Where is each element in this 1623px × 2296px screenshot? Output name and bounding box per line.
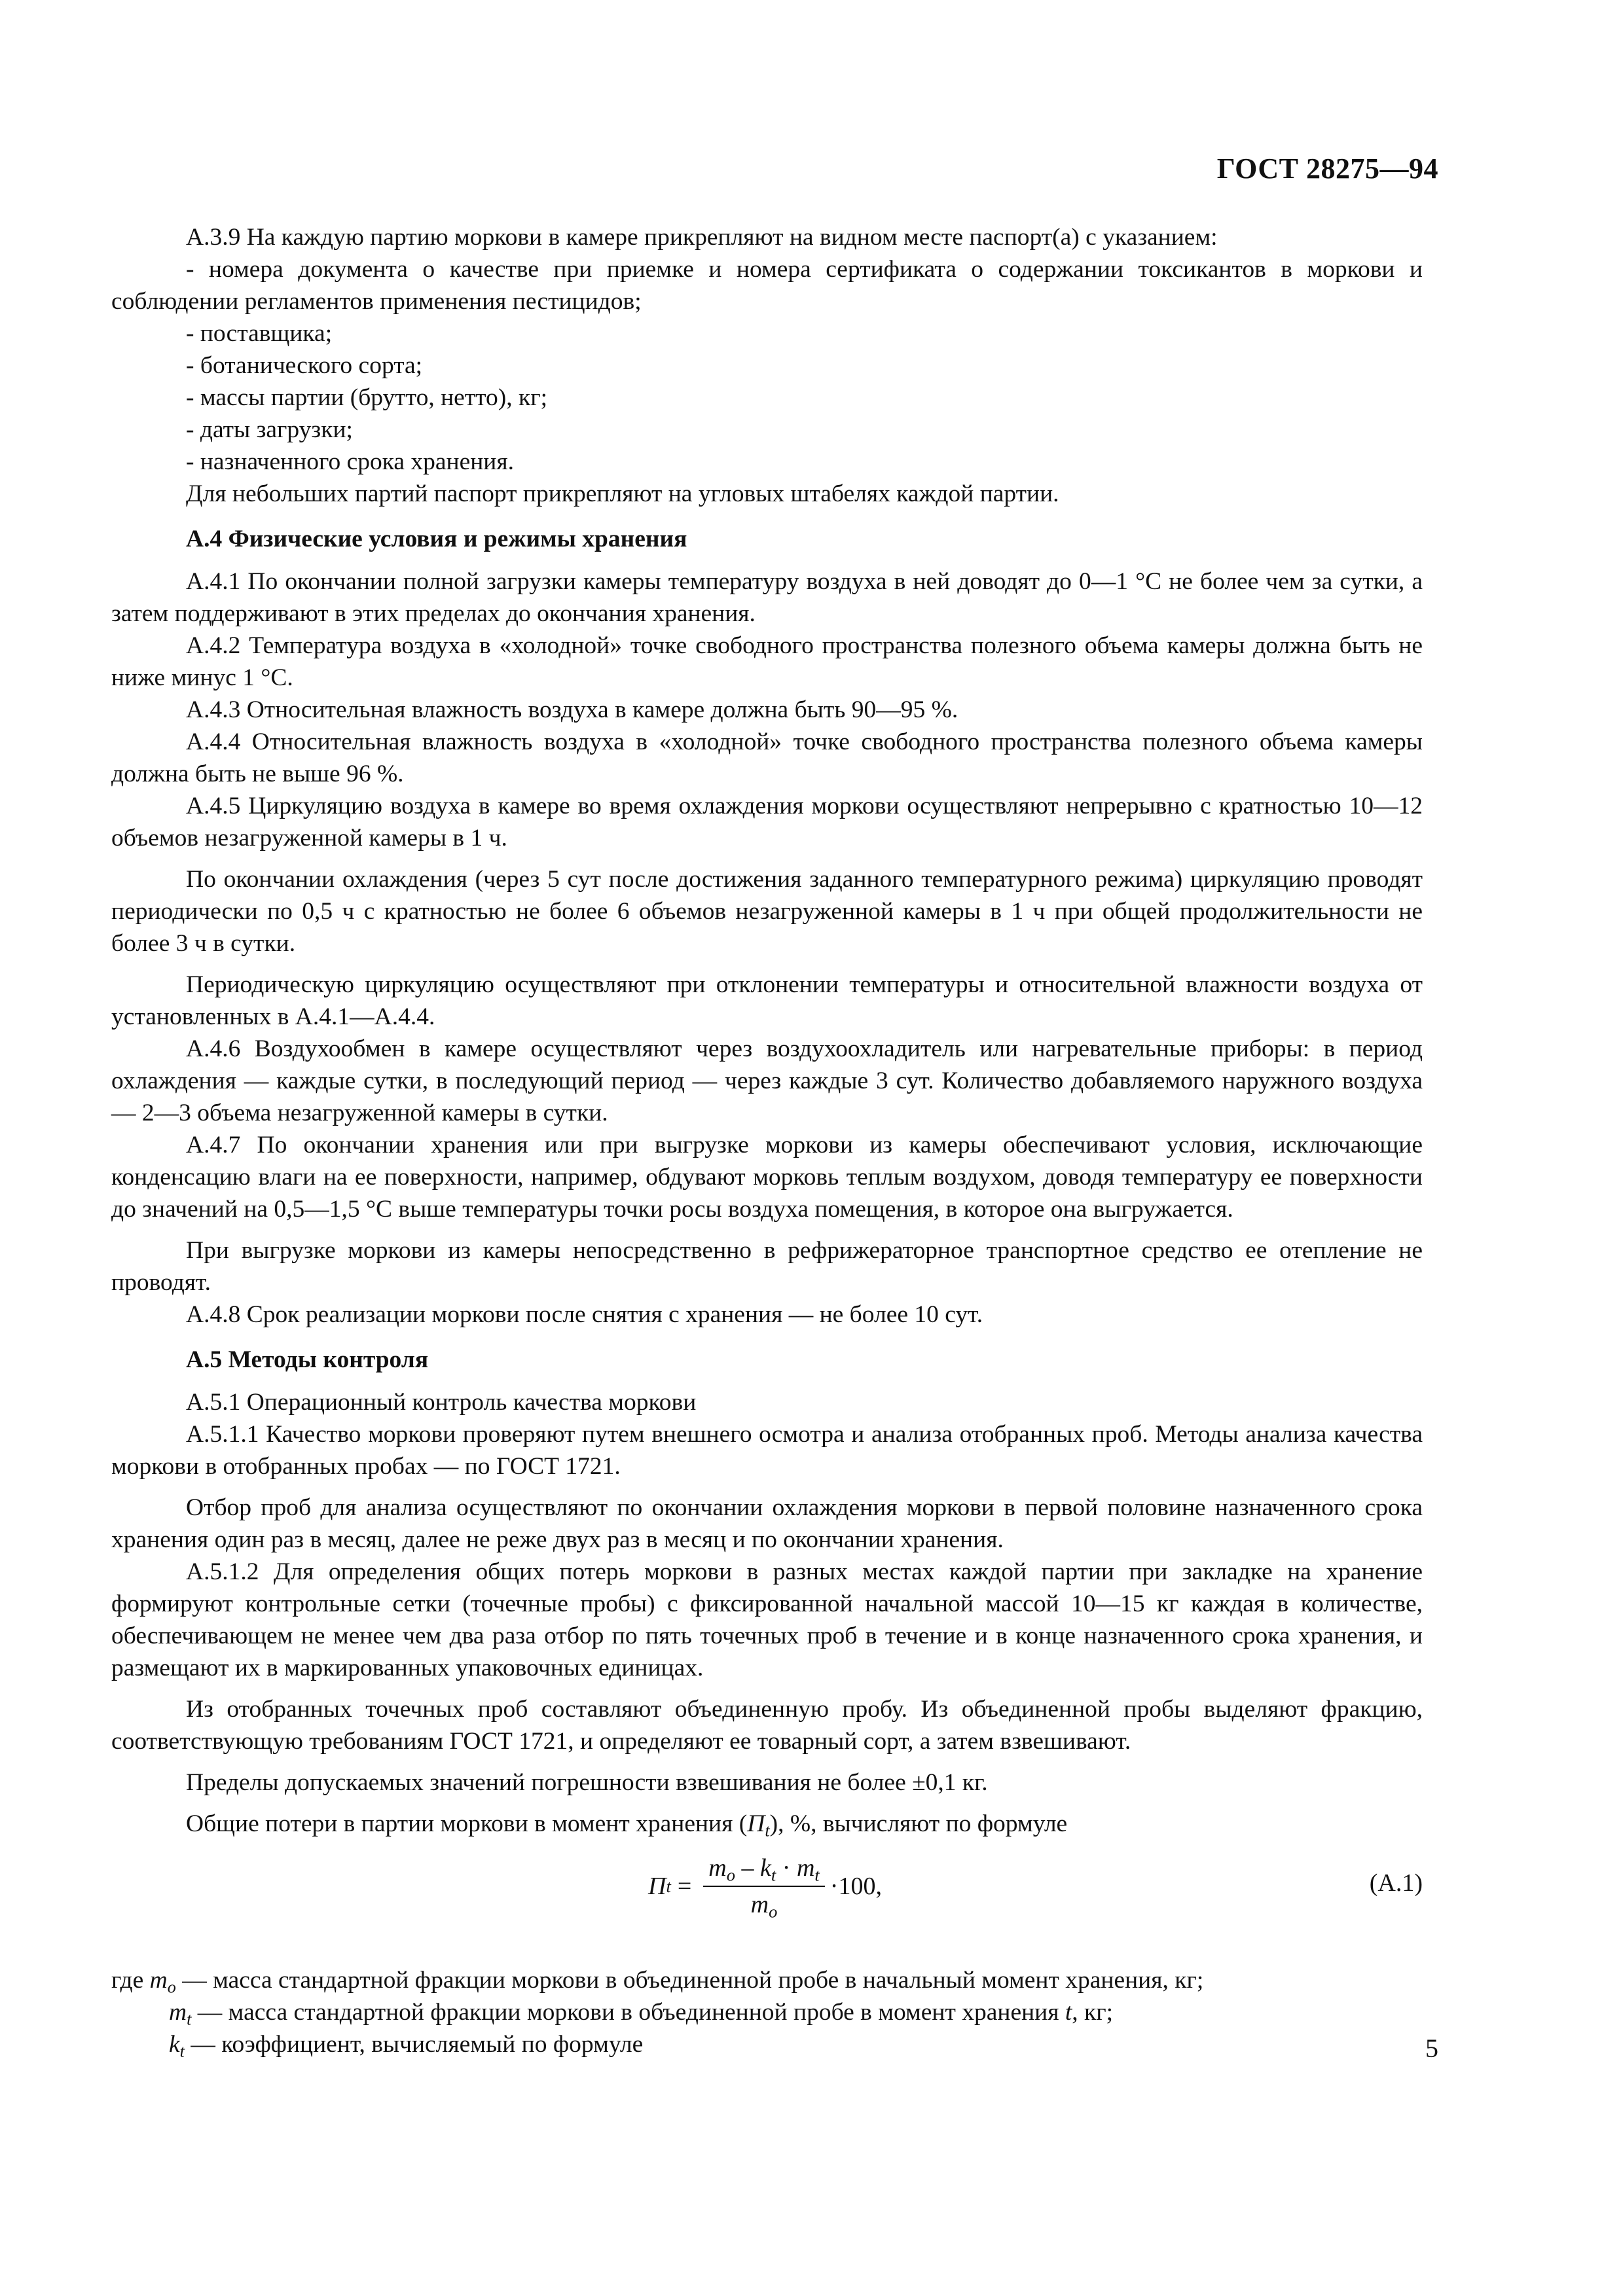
formula-a1 [111,1849,1423,1954]
paragraph-a47: А.4.7 По окончании хранения или при выгрузке моркови из камеры обеспечивают условия, исключающие конденсацию влаги на ее поверхности, например, обдувают морковь теплым воздухом, доводя температуру ее поверхности до значений на 0,5—1,5 °С выше температуры точки росы воздуха помещения, в которое она выгружается. [111,1132,1423,1223]
paragraph-losses-intro: Общие потери в партии моркови в момент хранения $(П_t)$, %, вычисляют по формуле [186,1810,1068,1840]
paragraph-a512: А.5.1.2 Для определения общих потерь моркови в разных местах каждой партии при закладке на хранение формируют контрольные сетки (точечные пробы) с фиксированной начальной массой 10—15 кг каждая в количестве, обеспечивающем не менее чем два раза отбор по пять точечных проб в течение и в конце назначенного срока хранения, и размещают их в маркированных упаковочных единицах. [111,1558,1423,1681]
paragraph-a39: А.3.9 На каждую партию моркови в камере прикрепляют на видном месте паспорт(а) с указанием: [186,224,1218,251]
section-heading-a5: А.5 Методы контроля [186,1346,429,1373]
paragraph-a45-cooling-end: По окончании охлаждения (через 5 сут после достижения заданного температурного режима) циркуляцию проводят периодически по 0,5 ч с кратностью не более 6 объемов незагруженной камеры в 1 ч при общей продолжительности не более 3 ч в сутки. [111,866,1423,957]
formula-number: (А.1) [1369,1869,1423,1897]
definition-kt: $k_t$ — коэффициент, вычисляемый по формуле [169,2031,644,2061]
paragraph-a511: А.5.1.1 Качество моркови проверяют путем внешнего осмотра и анализа отобранных проб. Методы анализа качества моркови в отобранных пробах — по ГОСТ 1721. [111,1421,1423,1480]
paragraph-a45: А.4.5 Циркуляцию воздуха в камере во время охлаждения моркови осуществляют непрерывно с кратностью 10—12 объемов незагруженной камеры в 1 ч. [111,793,1423,852]
section-heading-a4: А.4 Физические условия и режимы хранения [186,526,687,552]
paragraph-a48: А.4.8 Срок реализации моркови после снятия с хранения — не более 10 сут. [186,1301,983,1328]
paragraph-a46: А.4.6 Воздухообмен в камере осуществляют через воздухоохладитель или нагревательные приборы: в период охлаждения — каждые сутки, в последующий период — через каждые 3 сут. Количество добавляемого наружного воздуха — 2—3 объема незагруженной камеры в сутки. [111,1035,1423,1126]
page-number: 5 [1425,2034,1438,2063]
list-item: - даты загрузки; [186,416,353,443]
list-item: - поставщика; [186,320,333,347]
paragraph-a511-sampling: Отбор проб для анализа осуществляют по окончании охлаждения моркови в первой половине назначенного срока хранения один раз в месяц, далее не реже двух раз в месяц и по окончании хранения. [111,1494,1423,1553]
paragraph-a47-unloading: При выгрузке моркови из камеры непосредственно в рефрижераторное транспортное средство ее отепление не проводят. [111,1237,1423,1296]
paragraph-a512-pooled-sample: Из отобранных точечных проб составляют объединенную пробу. Из объединенной пробы выделяют фракцию, соответствующую требованиям ГОСТ 1721, и определяют ее товарный сорт, а затем взвешивают. [111,1696,1423,1755]
list-item: - номера документа о качестве при приемке и номера сертификата о содержании токсикантов в моркови и соблюдении регламентов применения пестицидов; [111,256,1423,315]
paragraph-a51: А.5.1 Операционный контроль качества моркови [186,1389,697,1416]
document-body [111,221,1423,2060]
document-code-header: ГОСТ 28275—94 [1216,152,1438,185]
list-item: - массы партии (брутто, нетто), кг; [186,384,548,411]
paragraph-a512-weighing-error: Пределы допускаемых значений погрешности взвешивания не более ±0,1 кг. [186,1769,988,1796]
formula-numerator: $m_o - k_t \cdot m_t$ [703,1856,825,1887]
list-item: - ботанического сорта; [186,352,423,379]
formula-expression: П t = $\frac{m_o - k_t \cdot m_t}{m_o}$ ·100, [648,1854,882,1922]
paragraph-a39-small-batches: Для небольших партий паспорт прикрепляют на угловых штабелях каждой партии. [186,480,1059,507]
paragraph-a42: А.4.2 Температура воздуха в «холодной» точке свободного пространства полезного объема камеры должна быть не ниже минус 1 °С. [111,632,1423,691]
formula-denominator: $m_o$ [750,1891,778,1922]
paragraph-a44: А.4.4 Относительная влажность воздуха в «холодной» точке свободного пространства полезного объема камеры должна быть не выше 96 %. [111,728,1423,787]
paragraph-a41: А.4.1 По окончании полной загрузки камеры температуру воздуха в ней доводят до 0—1 °С не более чем за сутки, а затем поддерживают в этих пределах до окончания хранения. [111,568,1423,627]
paragraph-a43: А.4.3 Относительная влажность воздуха в камере должна быть 90—95 %. [186,696,958,723]
paragraph-a45-periodic: Периодическую циркуляцию осуществляют при отклонении температуры и относительной влажности воздуха от установленных в А.4.1—А.4.4. [111,971,1423,1030]
definition-mt: $m_t$ — масса стандартной фракции моркови в объединенной пробе в момент хранения t, кг; [169,1999,1114,2029]
list-item: - назначенного срока хранения. [186,448,514,475]
definition-mo: где $m_o$ — масса стандартной фракции моркови в объединенной пробе в начальный момент хранения, кг; [111,1967,1204,1997]
